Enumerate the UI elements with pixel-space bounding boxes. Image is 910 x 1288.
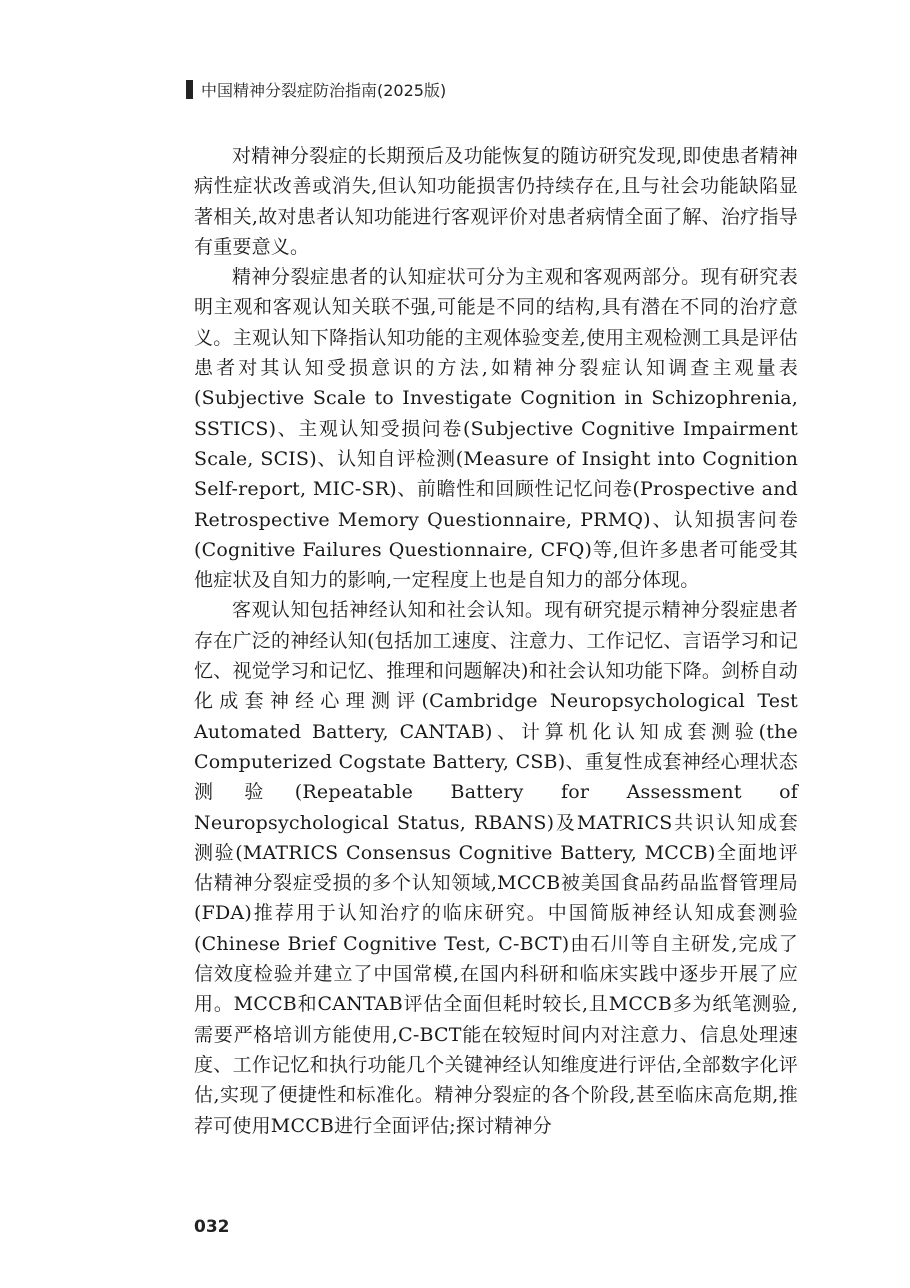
body-text: [194, 141, 798, 1141]
header-bar-icon: [186, 80, 193, 99]
paragraph: 精神分裂症患者的认知症状可分为主观和客观两部分。现有研究表明主观和客观认知关联不强,可能是不同的结构,具有潜在不同的治疗意义。主观认知下降指认知功能的主观体验变差,使用主观检测工具是评估患者对其认知受损意识的方法,如精神分裂症认知调查主观量表(Subjective Scale to Investigate Cognition in Schizophrenia, SSTICS)、主观认知受损问卷(Subjective Cognitive Impairment Scale, SCIS)、认知自评检测(Measure of Insight into Cognition Self-report, MIC-SR)、前瞻性和回顾性记忆问卷(Prospective and Retrospective Memory Questionnaire, PRMQ)、认知损害问卷(Cognitive Failures Questionnaire, CFQ)等,但许多患者可能受其他症状及自知力的影响,一定程度上也是自知力的部分体现。: [194, 266, 798, 592]
header-title: 中国精神分裂症防治指南(2025版): [201, 81, 447, 100]
paragraph: 客观认知包括神经认知和社会认知。现有研究提示精神分裂症患者存在广泛的神经认知(包括加工速度、注意力、工作记忆、言语学习和记忆、视觉学习和记忆、推理和问题解决)和社会认知功能下降。剑桥自动化成套神经心理测评(Cambridge Neuropsychological Test Automated Battery, CANTAB)、计算机化认知成套测验(the Computerized Cogstate Battery, CSB)、重复性成套神经心理状态测验(Repeatable Battery for Assessment of Neuropsychological Status, RBANS)及MATRICS共识认知成套测验(MATRICS Consensus Cognitive Battery, MCCB)全面地评估精神分裂症受损的多个认知领域,MCCB被美国食品药品监督管理局(FDA)推荐用于认知治疗的临床研究。中国简版神经认知成套测验(Chinese Brief Cognitive Test, C-BCT)由石川等自主研发,完成了信效度检验并建立了中国常模,在国内科研和临床实践中逐步开展了应用。MCCB和CANTAB评估全面但耗时较长,且MCCB多为纸笔测验,需要严格培训方能使用,C-BCT能在较短时间内对注意力、信息处理速度、工作记忆和执行功能几个关键神经认知维度进行评估,全部数字化评估,实现了便捷性和标准化。精神分裂症的各个阶段,甚至临床高危期,推荐可使用MCCB进行全面评估;探讨精神分: [194, 599, 798, 1137]
page-number: 032: [194, 1217, 230, 1237]
paragraph: 对精神分裂症的长期预后及功能恢复的随访研究发现,即使患者精神病性症状改善或消失,但认知功能损害仍持续存在,且与社会功能缺陷显著相关,故对患者认知功能进行客观评价对患者病情全面了解、治疗指导有重要意义。: [194, 145, 798, 258]
running-header: [186, 78, 446, 101]
